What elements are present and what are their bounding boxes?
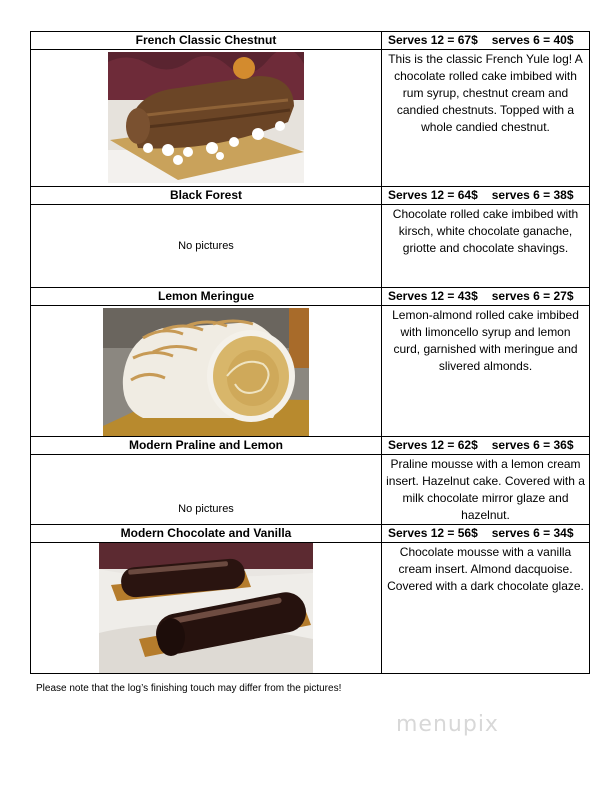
item-name: Modern Praline and Lemon bbox=[31, 437, 382, 455]
item-header-row bbox=[31, 525, 590, 543]
item-body-row bbox=[31, 205, 590, 288]
price-serves-12: Serves 12 = 43$ bbox=[388, 289, 478, 303]
lemon-meringue-log-photo bbox=[103, 308, 309, 436]
item-header-row bbox=[31, 32, 590, 50]
price-serves-12: Serves 12 = 67$ bbox=[388, 33, 478, 47]
item-header-row bbox=[31, 437, 590, 455]
item-description: Chocolate rolled cake imbibed with kirsch, white chocolate ganache, griotte and chocolate shavings. bbox=[382, 205, 590, 288]
item-image-cell bbox=[31, 205, 382, 288]
item-price bbox=[382, 288, 590, 306]
item-name: Lemon Meringue bbox=[31, 288, 382, 306]
chocolate-vanilla-log-photo bbox=[99, 543, 313, 673]
item-price bbox=[382, 187, 590, 205]
footnote: Please note that the log’s finishing touch may differ from the pictures! bbox=[36, 683, 342, 694]
item-description: Praline mousse with a lemon cream insert. Hazelnut cake. Covered with a milk chocolate mirror glaze and hazelnut. bbox=[382, 455, 590, 525]
item-description: Lemon-almond rolled cake imbibed with limoncello syrup and lemon curd, garnished with meringue and slivered almonds. bbox=[382, 306, 590, 437]
price-serves-6: serves 6 = 40$ bbox=[491, 33, 574, 47]
item-description: This is the classic French Yule log! A chocolate rolled cake imbibed with rum syrup, chestnut cream and candied chestnuts. Topped with a whole candied chestnut. bbox=[382, 50, 590, 187]
item-price bbox=[382, 32, 590, 50]
no-pictures-label: No pictures bbox=[178, 503, 234, 515]
price-serves-6: serves 6 = 38$ bbox=[491, 188, 574, 202]
chestnut-log-photo bbox=[108, 52, 304, 183]
price-serves-6: serves 6 = 36$ bbox=[491, 438, 574, 452]
item-price bbox=[382, 437, 590, 455]
price-serves-6: serves 6 = 27$ bbox=[491, 289, 574, 303]
item-body-row bbox=[31, 306, 590, 437]
item-header-row bbox=[31, 288, 590, 306]
item-body-row bbox=[31, 543, 590, 674]
item-image-cell bbox=[31, 50, 382, 187]
item-body-row bbox=[31, 50, 590, 187]
price-serves-12: Serves 12 = 56$ bbox=[388, 526, 478, 540]
price-serves-12: Serves 12 = 62$ bbox=[388, 438, 478, 452]
item-image-cell bbox=[31, 543, 382, 674]
menu-table bbox=[30, 31, 590, 674]
item-description: Chocolate mousse with a vanilla cream insert. Almond dacquoise. Covered with a dark chocolate glaze. bbox=[382, 543, 590, 674]
item-header-row bbox=[31, 187, 590, 205]
item-body-row bbox=[31, 455, 590, 525]
item-name: Modern Chocolate and Vanilla bbox=[31, 525, 382, 543]
item-name: French Classic Chestnut bbox=[31, 32, 382, 50]
item-price bbox=[382, 525, 590, 543]
item-image-cell bbox=[31, 455, 382, 525]
menupix-watermark: menupix bbox=[396, 712, 499, 737]
no-pictures-label: No pictures bbox=[178, 240, 234, 252]
item-name: Black Forest bbox=[31, 187, 382, 205]
item-image-cell bbox=[31, 306, 382, 437]
price-serves-6: serves 6 = 34$ bbox=[491, 526, 574, 540]
price-serves-12: Serves 12 = 64$ bbox=[388, 188, 478, 202]
